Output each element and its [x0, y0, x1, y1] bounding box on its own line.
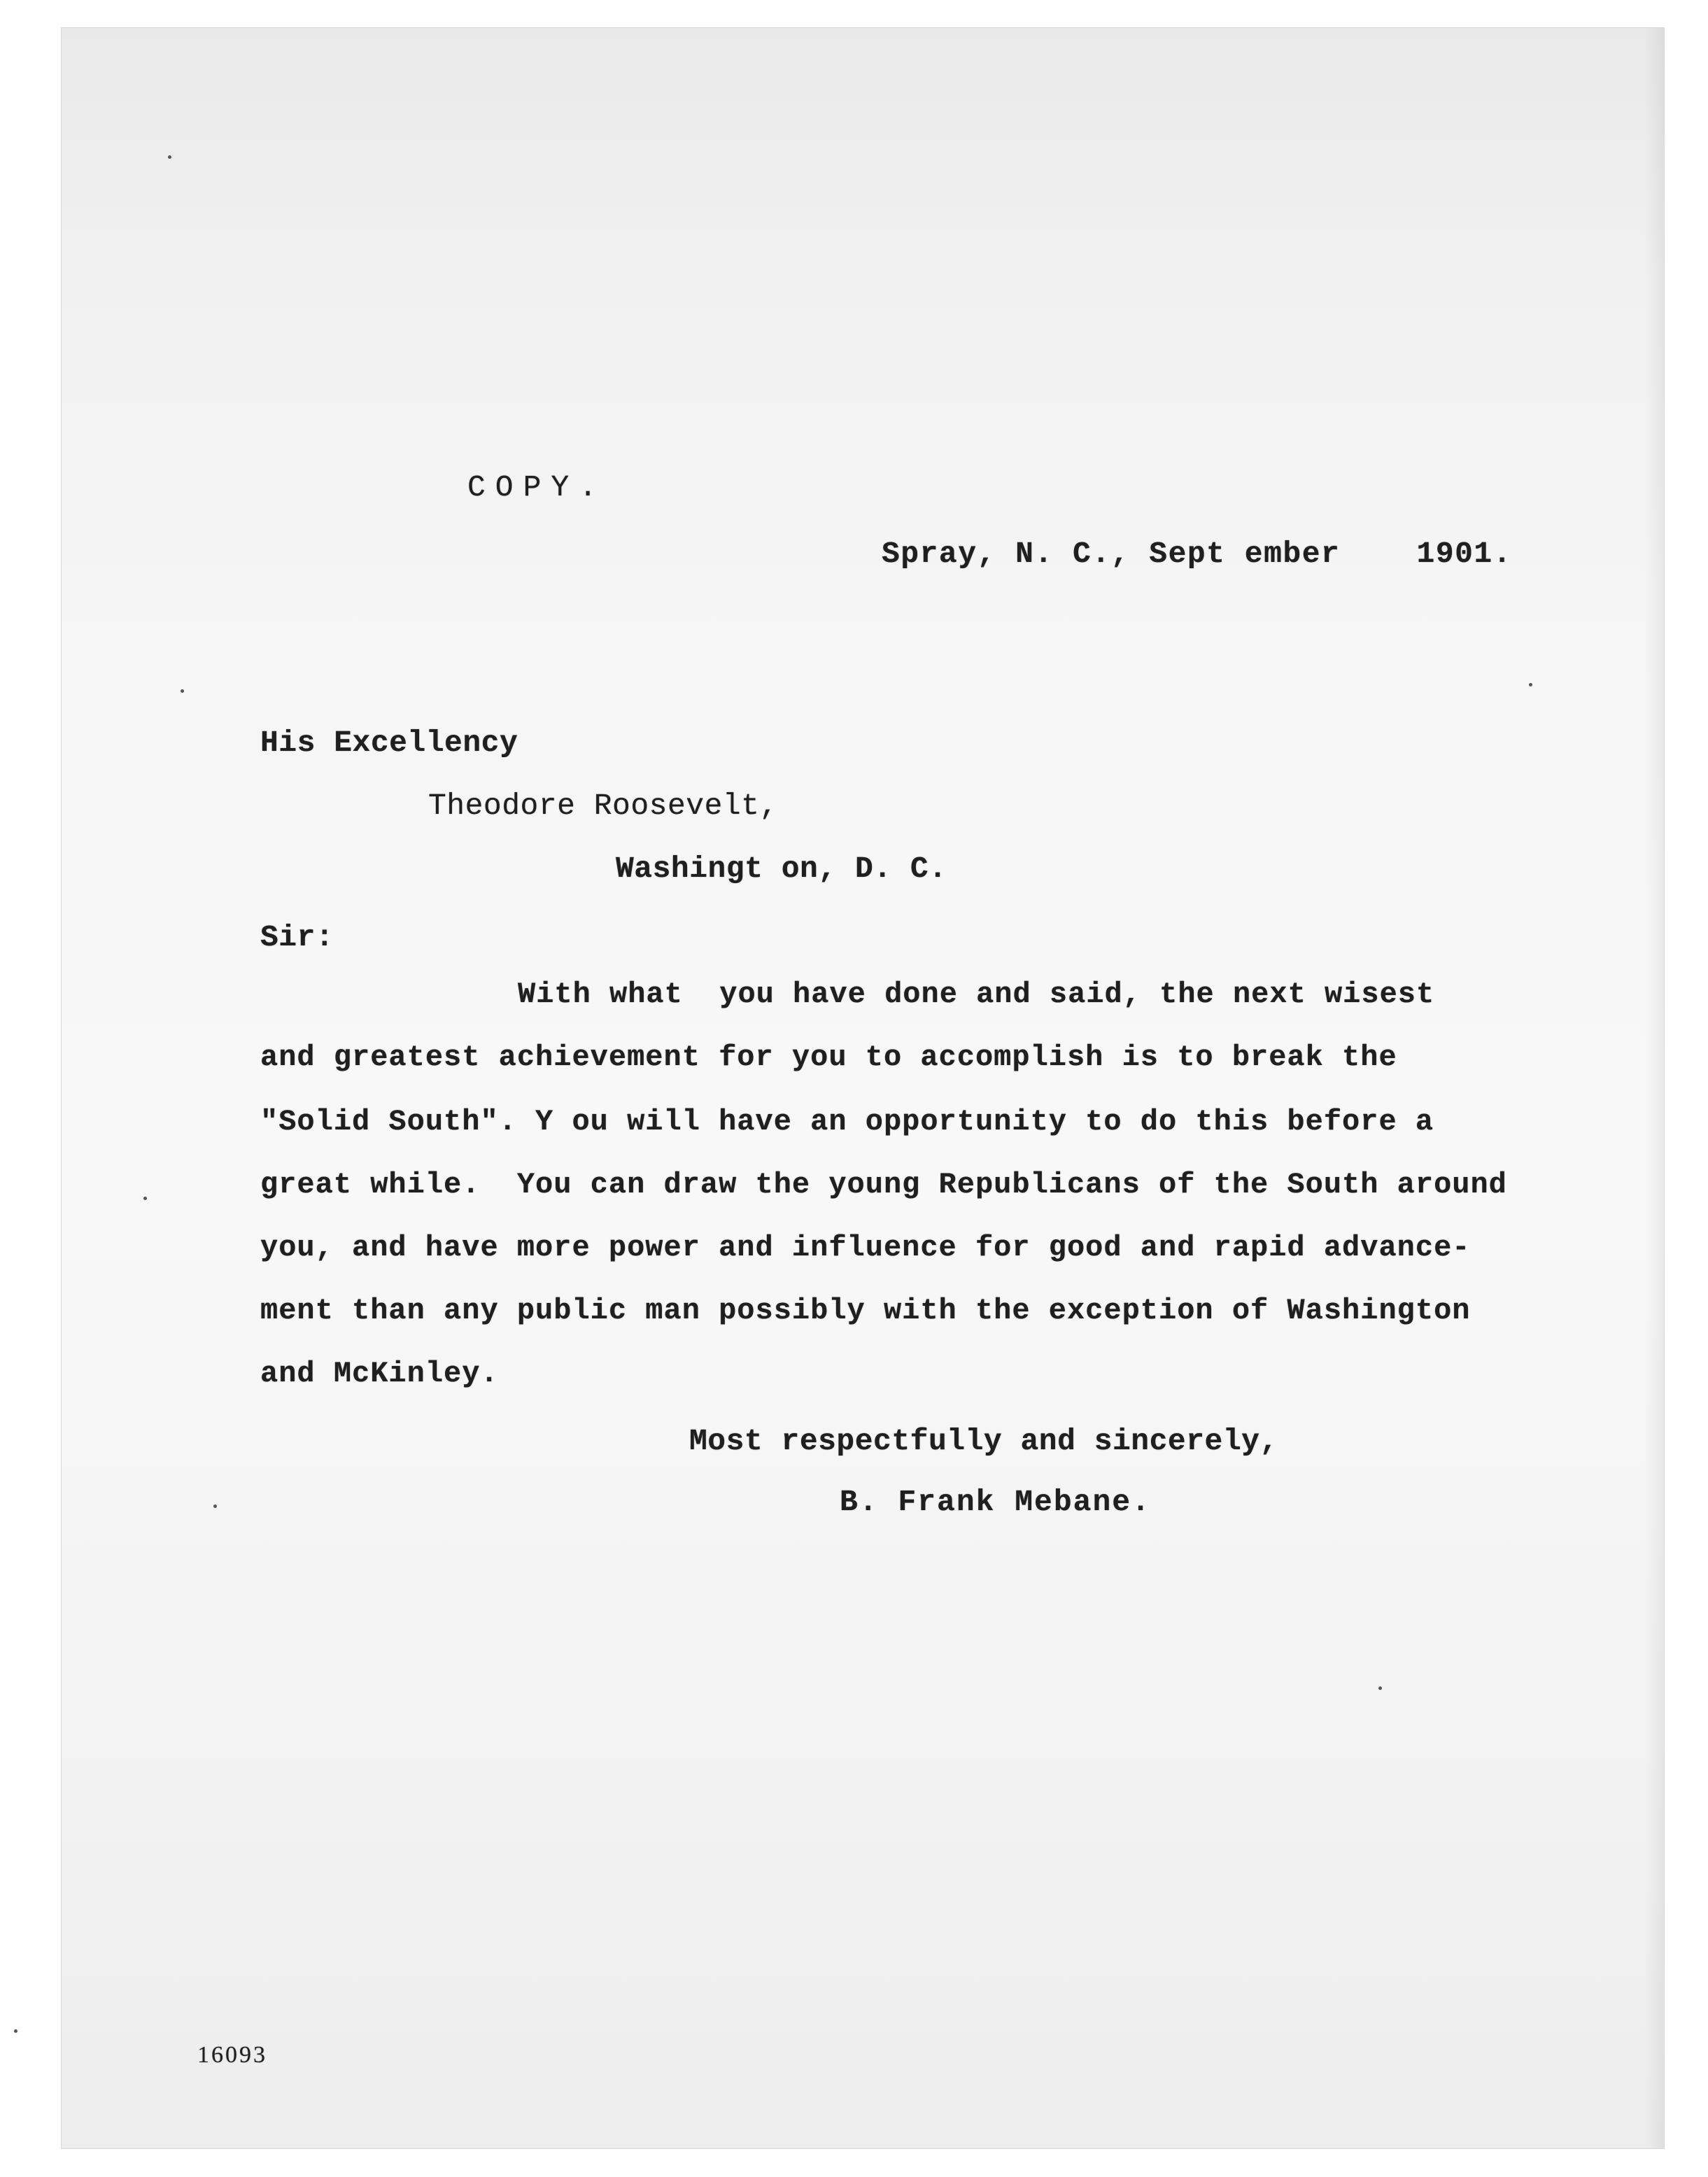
address-line-1: His Excellency	[260, 726, 518, 760]
paper-speck	[1378, 1686, 1382, 1690]
paper-speck	[1529, 683, 1532, 686]
paper-speck	[213, 1505, 217, 1508]
paper-speck	[143, 1197, 147, 1200]
body-line: and greatest achievement for you to accomplish is to break the	[260, 1041, 1397, 1074]
body-line: you, and have more power and influence for good and rapid advance-	[260, 1231, 1471, 1264]
signature: B. Frank Mebane.	[840, 1485, 1151, 1519]
paper-speck	[168, 155, 171, 159]
body-line: With what you have done and said, the next wisest	[518, 978, 1435, 1011]
body-line: "Solid South". Y ou will have an opportunity to do this before a	[260, 1105, 1434, 1139]
body-line: great while. You can draw the young Republicans of the South around	[260, 1168, 1507, 1202]
copy-mark: COPY.	[467, 470, 607, 505]
address-line-3: Washingt on, D. C.	[616, 852, 947, 886]
paper-speck	[14, 2029, 17, 2033]
salutation: Sir:	[260, 920, 334, 954]
closing: Most respectfully and sincerely,	[689, 1424, 1278, 1458]
dateline: Spray, N. C., Sept ember 1901.	[882, 537, 1513, 571]
address-line-2: Theodore Roosevelt,	[428, 789, 778, 823]
document-page	[62, 28, 1664, 2148]
page-edge-shadow	[1644, 28, 1664, 2148]
body-line: and McKinley.	[260, 1357, 499, 1390]
body-line: ment than any public man possibly with the exception of Washington	[260, 1294, 1471, 1327]
file-number: 16093	[197, 2042, 267, 2068]
paper-speck	[181, 689, 184, 693]
